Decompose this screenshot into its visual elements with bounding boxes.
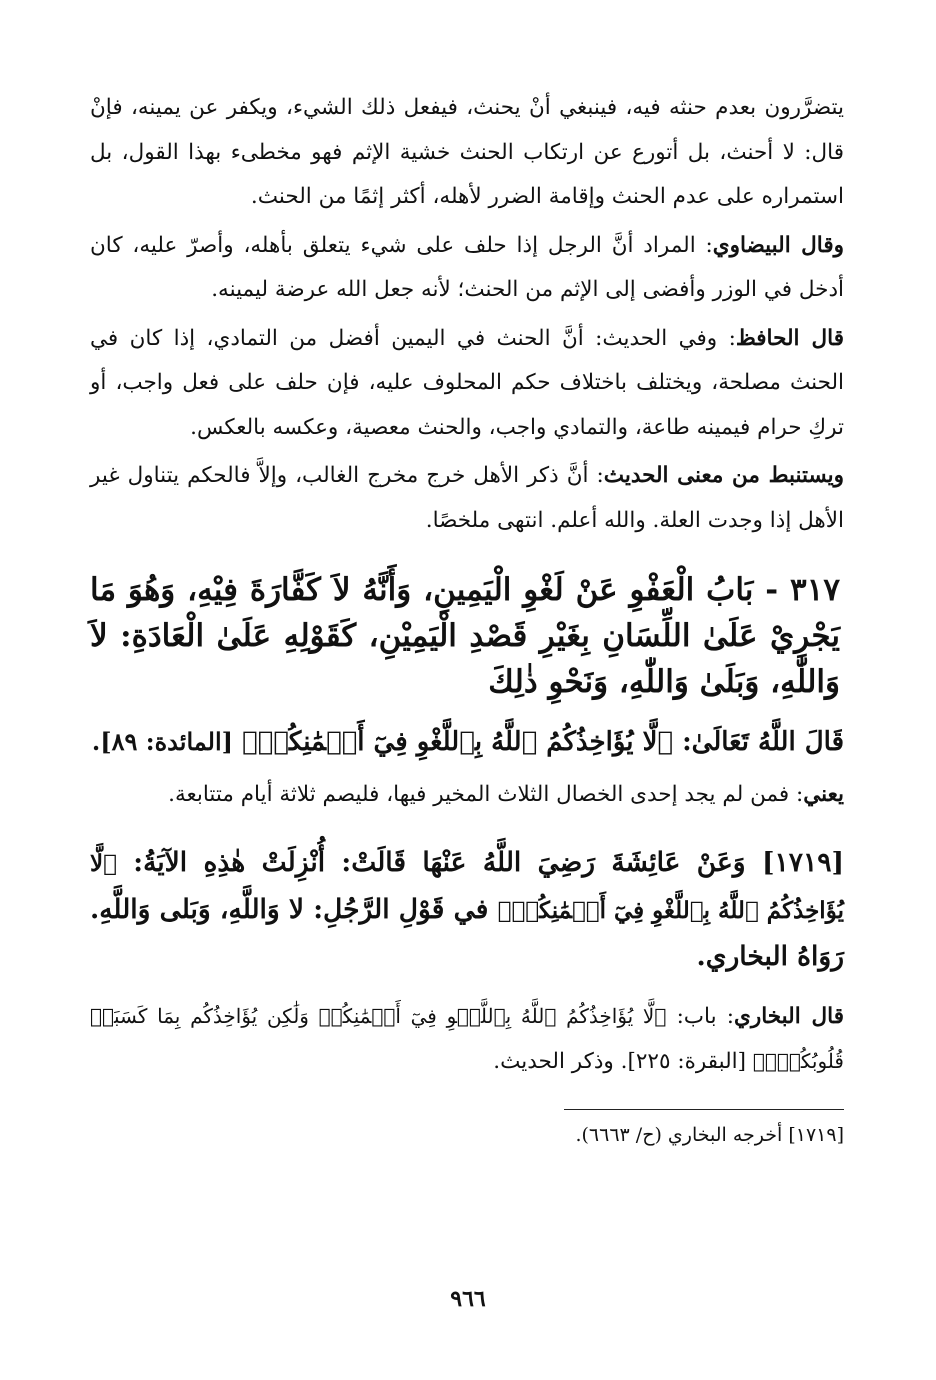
bukhari-text-b: [البقرة: ٢٢٥]. وذكر الحديث. [493, 1049, 747, 1074]
paragraph-text: : فمن لم يجد إحدى الخصال الثلاث المخير فيها، فليصم ثلاثة أيام متتابعة. [168, 782, 804, 807]
paragraph-lead: قال البخاري [734, 1003, 844, 1029]
verse-intro: قَالَ اللَّهُ تَعَالَىٰ: [682, 727, 844, 757]
paragraph-baydawi [90, 224, 844, 313]
chapter-title: - بَابُ الْعَفْوِ عَنْ لَغْوِ الْيَمِينِ، وَأَنَّهُ لاَ كَفَّارَةَ فِيْهِ، وَهُوَ مَا يَجْرِيْ عَلَىٰ اللِّسَانِ بِغَيْرِ قَصْدِ الْيَمِيْنِ، كَقَوْلِهِ عَلَىٰ الْعَادَةِ: لاَ وَاللّٰهِ، وَبَلَىٰ وَاللّٰهِ، وَنَحْوِ ذٰلِكَ [90, 572, 840, 700]
footnote: [١٧١٩] أخرجه البخاري (ح/ ٦٦٦٣). [575, 1123, 844, 1146]
hadith-quote: ﴿لَّا يُؤَاخِذُكُمُ ٱللَّهُ بِٱللَّغْوِ فِيٓ أَيۡمَٰنِكُمۡ﴾ [90, 849, 844, 924]
verse-quote: ﴿لَّا يُؤَاخِذُكُمُ ٱللَّهُ بِٱللَّغْوِ فِيٓ أَيۡمَٰنِكُمۡ﴾ [242, 727, 673, 757]
paragraph-text: : وفي الحديث: أنَّ الحنث في اليمين أفضل من التمادي، إذا كان في الحنث مصلحة، ويختلف باختلاف حكم المحلوف عليه، فإن حلف على فعل واجب، أو تركِ حرام فيمينه طاعة، والتمادي واجب، والحنث معصية، وعكسه بالعكس. [90, 325, 844, 440]
footnote-divider [564, 1109, 844, 1110]
hadith-number: [١٧١٩] [761, 846, 844, 878]
paragraph-text: : باب: [676, 1003, 735, 1029]
paragraph-lead: ويستنبط من معنى الحديث [603, 463, 844, 488]
hadith-text [90, 840, 844, 980]
paragraph-yani [90, 773, 844, 818]
paragraph-text: : أنَّ ذكر الأهل خرج مخرج الغالب، وإلاَّ فالحكم يتناول غير الأهل إذا وجدت العلة. والله أعلم. انتهى ملخصًا. [90, 463, 844, 533]
paragraph-bukhari [90, 994, 844, 1085]
paragraph-text: : المراد أنَّ الرجل إذا حلف على شيء يتعلق بأهله، وأصرّ عليه، كان أدخل في الوزر وأفضى إلى الإثم من الحنث؛ لأنه جعل الله عرضة ليمينه. [90, 232, 844, 302]
chapter-number: ٣١٧ [790, 572, 840, 608]
paragraph-hafiz [90, 317, 844, 451]
paragraph-continuation [90, 86, 844, 220]
quran-verse-line [90, 719, 844, 765]
hadith-text-b: في قَوْلِ الرَّجُلِ: لا وَاللَّهِ، وَبَلى وَاللَّهِ. رَوَاهُ البخاري. [90, 893, 844, 972]
paragraph-lead: يعني [803, 782, 844, 807]
paragraph-lead: قال الحافظ [735, 325, 845, 351]
paragraph-istinbat [90, 454, 844, 543]
page-number: ٩٦٦ [450, 1286, 486, 1312]
paragraph-lead: وقال البيضاوي [712, 232, 844, 258]
bukhari-quote: ﴿لَّا يُؤَاخِذُكُمُ ٱللَّهُ بِٱللَّغۡوِ فِيٓ أَيۡمَٰنِكُمۡ وَلَٰكِن يُؤَاخِذُكُم بِمَا كَسَبَتۡ قُلُوبُكُمۡۗ﴾ [90, 1003, 844, 1073]
verse-reference: [المائدة: ٨٩]. [91, 727, 233, 756]
paragraph-text: يتضرَّرون بعدم حنثه فيه، فينبغي أنْ يحنث، فيفعل ذلك الشيء، ويكفر عن يمينه، فإنْ قال: لا أحنث، بل أتورع عن ارتكاب الحنث خشية الإثم فهو مخطىء بهذا القول، بل استمراره على عدم الحنث وإقامة الضرر لأهله، أكثر إثمًا من الحنث. [90, 95, 844, 209]
chapter-heading [90, 567, 844, 705]
hadith-text-a: وَعَنْ عَائِشَةَ رَضِيَ اللَّهُ عَنْهَا قَالَتْ: أُنْزِلَتْ هٰذِهِ الآيَةُ: [133, 846, 746, 878]
